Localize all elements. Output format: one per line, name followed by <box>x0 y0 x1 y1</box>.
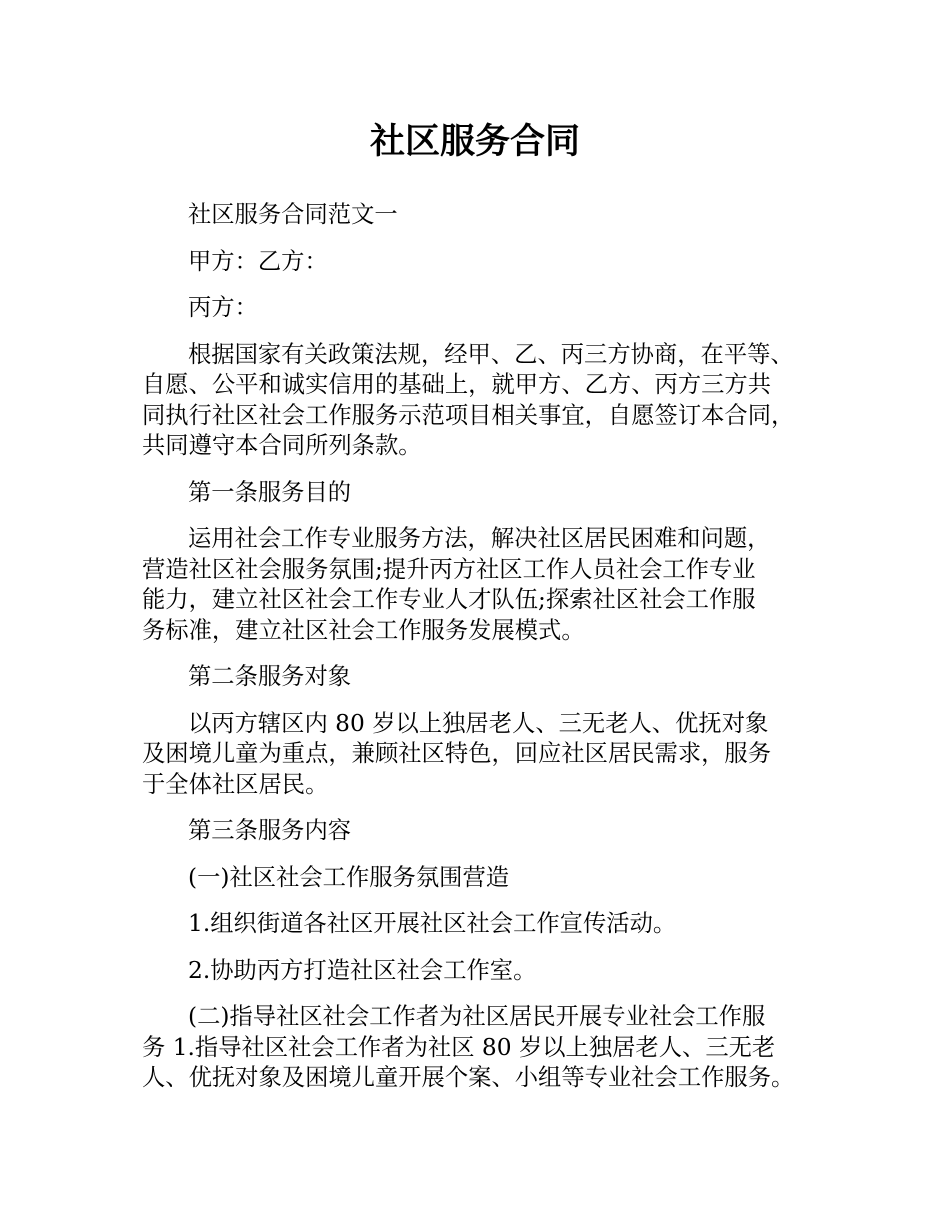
paragraph <box>142 524 832 646</box>
paragraph <box>142 340 832 462</box>
paragraph-line: (一)社区社会工作服务氛围营造 <box>188 863 510 891</box>
paragraph <box>142 863 832 894</box>
paragraph <box>142 478 832 509</box>
paragraph <box>142 816 832 847</box>
paragraph-line: (二)指导社区社会工作者为社区居民开展专业社会工作服 <box>188 1003 766 1030</box>
paragraph <box>142 709 832 801</box>
paragraph-line: 第一条服务目的 <box>188 478 352 506</box>
paragraph-line: 甲方：乙方： <box>188 247 328 275</box>
document-body <box>142 200 832 1110</box>
paragraph <box>142 956 832 987</box>
paragraph-line: 共同遵守本合同所列条款。 <box>142 432 422 459</box>
paragraph-line: 丙方： <box>188 294 258 321</box>
paragraph-line: 务 1.指导社区社会工作者为社区 80 岁以上独居老人、三无老 <box>142 1033 776 1061</box>
paragraph-line: 第三条服务内容 <box>188 817 352 844</box>
paragraph-line: 人、优抚对象及困境儿童开展个案、小组等专业社会工作服务。 <box>142 1064 795 1091</box>
paragraph-line: 根据国家有关政策法规，经甲、乙、丙三方协商，在平等、 <box>188 340 794 368</box>
paragraph-line: 务标准，建立社区社会工作服务发展模式。 <box>142 616 585 644</box>
paragraph <box>142 247 832 278</box>
paragraph-line: 同执行社区社会工作服务示范项目相关事宜，自愿签订本合同， <box>142 401 795 429</box>
paragraph-line: 社区服务合同范文一 <box>188 201 398 228</box>
paragraph-line: 于全体社区居民。 <box>142 770 329 798</box>
paragraph-line: 2.协助丙方打造社区社会工作室。 <box>188 956 537 984</box>
paragraph <box>142 293 832 324</box>
paragraph-line: 能力，建立社区社会工作专业人才队伍;探索社区社会工作服 <box>142 586 756 613</box>
paragraph-line: 运用社会工作专业服务方法，解决社区居民困难和问题， <box>188 525 771 552</box>
paragraph-line: 及困境儿童为重点，兼顾社区特色，回应社区居民需求，服务 <box>142 740 772 767</box>
paragraph <box>142 200 832 231</box>
paragraph <box>142 909 832 940</box>
paragraph-line: 1.组织街道各社区开展社区社会工作宣传活动。 <box>188 910 677 937</box>
paragraph-line: 自愿、公平和诚实信用的基础上，就甲方、乙方、丙方三方共 <box>142 371 772 398</box>
paragraph-line: 第二条服务对象 <box>188 663 352 690</box>
paragraph-line: 营造社区社会服务氛围;提升丙方社区工作人员社会工作专业 <box>142 555 756 583</box>
paragraph-line: 以丙方辖区内 80 岁以上独居老人、三无老人、优抚对象 <box>188 709 769 737</box>
document-title: 社区服务合同 <box>369 122 580 162</box>
paragraph <box>142 1002 832 1094</box>
paragraph <box>142 662 832 693</box>
